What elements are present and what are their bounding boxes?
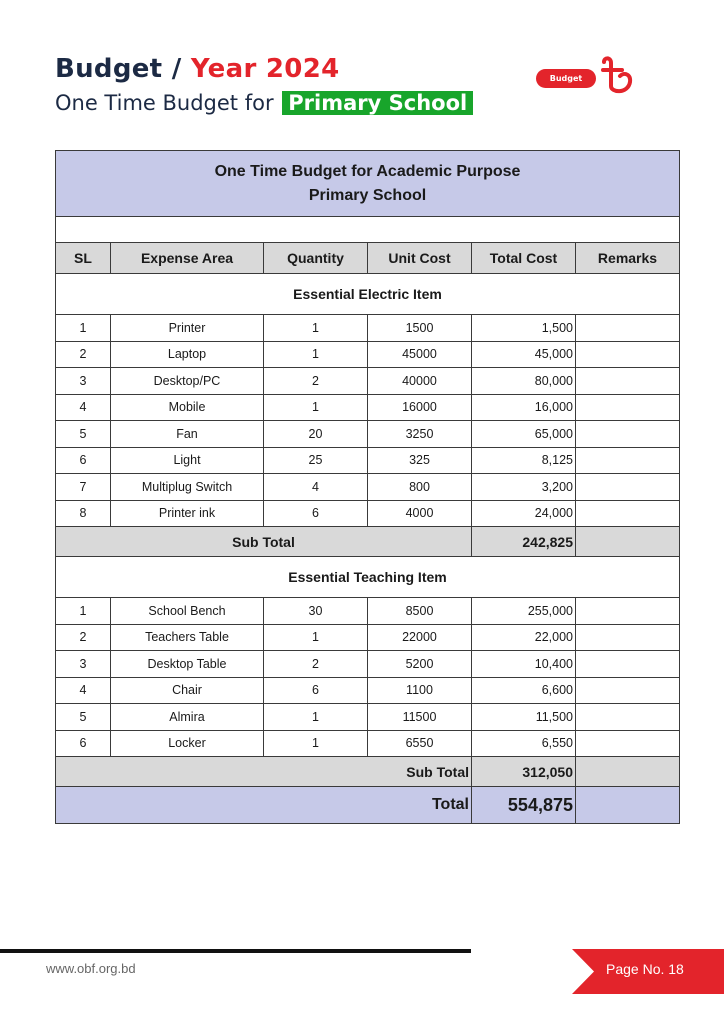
subtitle-highlight: Primary School bbox=[282, 91, 473, 115]
cell-remarks bbox=[576, 394, 680, 421]
cell-quantity: 20 bbox=[264, 421, 368, 448]
cell-sl: 3 bbox=[56, 368, 111, 395]
total-row bbox=[56, 787, 680, 824]
cell-expense-area: Fan bbox=[111, 421, 264, 448]
table-row bbox=[56, 598, 680, 625]
cell-total-cost: 3,200 bbox=[472, 474, 576, 501]
table-row bbox=[56, 500, 680, 527]
subtotal-row bbox=[56, 527, 680, 557]
footer-divider bbox=[0, 949, 471, 953]
section-header-row bbox=[56, 274, 680, 315]
cell-expense-area: Printer ink bbox=[111, 500, 264, 527]
cell-unit-cost: 22000 bbox=[368, 624, 472, 651]
total-remarks bbox=[576, 787, 680, 824]
taka-sign-icon bbox=[600, 56, 636, 96]
cell-unit-cost: 40000 bbox=[368, 368, 472, 395]
table-title-line2: Primary School bbox=[308, 186, 427, 204]
col-remarks: Remarks bbox=[576, 243, 680, 274]
budget-table bbox=[55, 150, 680, 824]
cell-expense-area: Locker bbox=[111, 730, 264, 757]
cell-total-cost: 6,550 bbox=[472, 730, 576, 757]
col-unit-cost: Unit Cost bbox=[368, 243, 472, 274]
table-title-line1: One Time Budget for Academic Purpose bbox=[214, 162, 521, 180]
cell-sl: 7 bbox=[56, 474, 111, 501]
table-row bbox=[56, 341, 680, 368]
total-label: Total bbox=[56, 787, 472, 824]
cell-unit-cost: 4000 bbox=[368, 500, 472, 527]
cell-remarks bbox=[576, 500, 680, 527]
cell-expense-area: Teachers Table bbox=[111, 624, 264, 651]
table-row bbox=[56, 677, 680, 704]
cell-total-cost: 16,000 bbox=[472, 394, 576, 421]
cell-total-cost: 80,000 bbox=[472, 368, 576, 395]
cell-sl: 1 bbox=[56, 598, 111, 625]
cell-quantity: 4 bbox=[264, 474, 368, 501]
cell-remarks bbox=[576, 624, 680, 651]
title-budget: Budget / bbox=[55, 54, 191, 84]
subtotal-label: Sub Total bbox=[56, 757, 472, 787]
cell-expense-area: Chair bbox=[111, 677, 264, 704]
cell-sl: 8 bbox=[56, 500, 111, 527]
cell-quantity: 1 bbox=[264, 704, 368, 731]
cell-quantity: 2 bbox=[264, 368, 368, 395]
total-value: 554,875 bbox=[472, 787, 576, 824]
cell-remarks bbox=[576, 598, 680, 625]
cell-unit-cost: 3250 bbox=[368, 421, 472, 448]
cell-remarks bbox=[576, 341, 680, 368]
table-row bbox=[56, 730, 680, 757]
cell-total-cost: 11,500 bbox=[472, 704, 576, 731]
col-total-cost: Total Cost bbox=[472, 243, 576, 274]
section-title: Essential Teaching Item bbox=[56, 557, 680, 598]
cell-unit-cost: 16000 bbox=[368, 394, 472, 421]
cell-quantity: 1 bbox=[264, 341, 368, 368]
cell-remarks bbox=[576, 677, 680, 704]
cell-sl: 6 bbox=[56, 447, 111, 474]
cell-unit-cost: 11500 bbox=[368, 704, 472, 731]
cell-sl: 5 bbox=[56, 704, 111, 731]
table-row bbox=[56, 447, 680, 474]
table-row bbox=[56, 474, 680, 501]
cell-total-cost: 1,500 bbox=[472, 315, 576, 342]
cell-expense-area: Mobile bbox=[111, 394, 264, 421]
cell-remarks bbox=[576, 730, 680, 757]
title-year: Year 2024 bbox=[190, 54, 340, 84]
cell-expense-area: Laptop bbox=[111, 341, 264, 368]
table-row bbox=[56, 315, 680, 342]
cell-remarks bbox=[576, 474, 680, 501]
cell-expense-area: School Bench bbox=[111, 598, 264, 625]
cell-total-cost: 10,400 bbox=[472, 651, 576, 678]
subtotal-value: 312,050 bbox=[472, 757, 576, 787]
page-subtitle bbox=[55, 91, 473, 115]
table-row bbox=[56, 421, 680, 448]
cell-expense-area: Printer bbox=[111, 315, 264, 342]
cell-remarks bbox=[576, 651, 680, 678]
cell-remarks bbox=[576, 421, 680, 448]
col-quantity: Quantity bbox=[264, 243, 368, 274]
cell-quantity: 25 bbox=[264, 447, 368, 474]
subtotal-remarks bbox=[576, 527, 680, 557]
cell-total-cost: 24,000 bbox=[472, 500, 576, 527]
cell-unit-cost: 5200 bbox=[368, 651, 472, 678]
cell-quantity: 6 bbox=[264, 500, 368, 527]
table-row bbox=[56, 624, 680, 651]
section-header-row bbox=[56, 557, 680, 598]
col-expense-area: Expense Area bbox=[111, 243, 264, 274]
cell-quantity: 1 bbox=[264, 394, 368, 421]
subtitle-prefix: One Time Budget for bbox=[55, 91, 281, 115]
section-title: Essential Electric Item bbox=[56, 274, 680, 315]
cell-quantity: 1 bbox=[264, 624, 368, 651]
cell-total-cost: 255,000 bbox=[472, 598, 576, 625]
cell-total-cost: 6,600 bbox=[472, 677, 576, 704]
cell-quantity: 2 bbox=[264, 651, 368, 678]
cell-total-cost: 22,000 bbox=[472, 624, 576, 651]
cell-remarks bbox=[576, 368, 680, 395]
cell-unit-cost: 6550 bbox=[368, 730, 472, 757]
cell-expense-area: Light bbox=[111, 447, 264, 474]
column-header-row bbox=[56, 243, 680, 274]
page-number-tag bbox=[572, 949, 724, 994]
table-row bbox=[56, 394, 680, 421]
cell-total-cost: 45,000 bbox=[472, 341, 576, 368]
blank-row bbox=[56, 217, 680, 243]
cell-remarks bbox=[576, 315, 680, 342]
cell-expense-area: Desktop/PC bbox=[111, 368, 264, 395]
cell-expense-area: Desktop Table bbox=[111, 651, 264, 678]
col-sl: SL bbox=[56, 243, 111, 274]
cell-sl: 3 bbox=[56, 651, 111, 678]
table-row bbox=[56, 651, 680, 678]
cell-quantity: 1 bbox=[264, 315, 368, 342]
cell-unit-cost: 8500 bbox=[368, 598, 472, 625]
table-row bbox=[56, 704, 680, 731]
table-title bbox=[56, 151, 680, 217]
cell-sl: 2 bbox=[56, 341, 111, 368]
table-row bbox=[56, 368, 680, 395]
budget-badge: Budget bbox=[536, 69, 596, 88]
cell-expense-area: Multiplug Switch bbox=[111, 474, 264, 501]
cell-unit-cost: 325 bbox=[368, 447, 472, 474]
cell-sl: 4 bbox=[56, 394, 111, 421]
cell-quantity: 30 bbox=[264, 598, 368, 625]
cell-sl: 4 bbox=[56, 677, 111, 704]
subtotal-row bbox=[56, 757, 680, 787]
page-title bbox=[55, 54, 339, 84]
cell-total-cost: 8,125 bbox=[472, 447, 576, 474]
subtotal-value: 242,825 bbox=[472, 527, 576, 557]
cell-sl: 6 bbox=[56, 730, 111, 757]
cell-sl: 5 bbox=[56, 421, 111, 448]
cell-quantity: 6 bbox=[264, 677, 368, 704]
cell-remarks bbox=[576, 447, 680, 474]
cell-total-cost: 65,000 bbox=[472, 421, 576, 448]
subtotal-remarks bbox=[576, 757, 680, 787]
cell-unit-cost: 800 bbox=[368, 474, 472, 501]
cell-unit-cost: 45000 bbox=[368, 341, 472, 368]
footer-url: www.obf.org.bd bbox=[46, 961, 136, 976]
cell-unit-cost: 1100 bbox=[368, 677, 472, 704]
cell-unit-cost: 1500 bbox=[368, 315, 472, 342]
cell-remarks bbox=[576, 704, 680, 731]
cell-sl: 1 bbox=[56, 315, 111, 342]
cell-quantity: 1 bbox=[264, 730, 368, 757]
subtotal-label: Sub Total bbox=[56, 527, 472, 557]
cell-expense-area: Almira bbox=[111, 704, 264, 731]
page-number: Page No. 18 bbox=[606, 961, 684, 977]
cell-sl: 2 bbox=[56, 624, 111, 651]
